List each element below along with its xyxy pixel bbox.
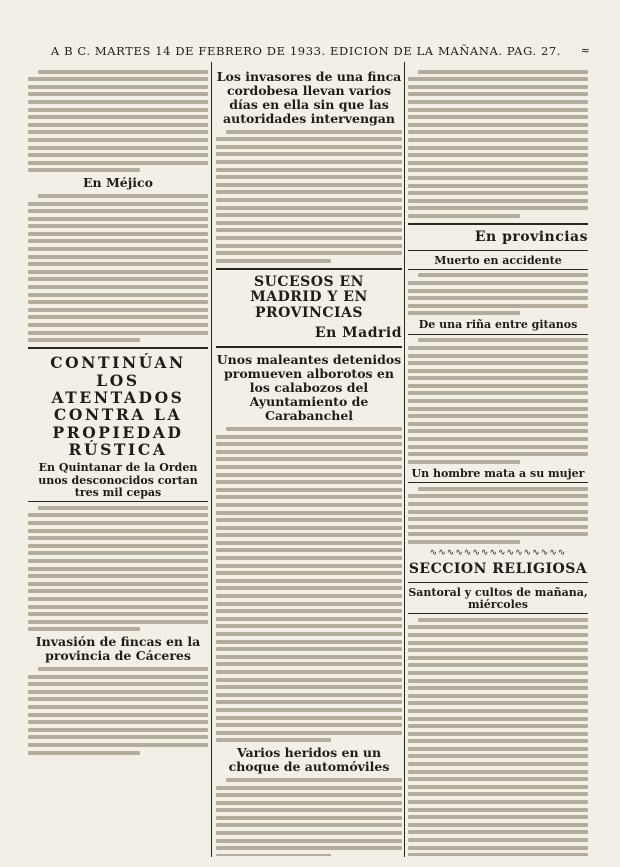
section-rule bbox=[216, 268, 402, 270]
text-line bbox=[408, 376, 588, 380]
text-line bbox=[408, 525, 588, 529]
text-line bbox=[28, 262, 208, 266]
text-line bbox=[418, 338, 588, 342]
text-line bbox=[408, 625, 588, 629]
headline: Invasión de fincas en la provincia de Cáceres bbox=[35, 634, 201, 664]
text-line bbox=[28, 720, 208, 724]
text-line bbox=[408, 153, 588, 157]
ornament-divider: ∿∿∿∿∿∿∿∿∿∿∿∿∿∿∿∿ bbox=[429, 547, 567, 558]
text-line bbox=[28, 232, 208, 236]
text-line bbox=[408, 494, 588, 498]
column-1 bbox=[28, 66, 208, 856]
text-line bbox=[216, 793, 402, 797]
text-line bbox=[216, 839, 402, 843]
article-body bbox=[216, 130, 402, 263]
text-line bbox=[408, 656, 588, 660]
text-line bbox=[408, 732, 588, 736]
text-line bbox=[408, 785, 588, 789]
text-line bbox=[408, 108, 588, 112]
text-line bbox=[408, 641, 588, 645]
text-line bbox=[216, 846, 402, 850]
text-line bbox=[216, 435, 402, 439]
text-line bbox=[418, 487, 588, 491]
text-line bbox=[28, 293, 208, 297]
text-line bbox=[408, 77, 588, 81]
text-line bbox=[216, 670, 402, 674]
text-line bbox=[216, 571, 402, 575]
section-rule bbox=[216, 346, 402, 348]
text-line bbox=[216, 526, 402, 530]
text-line bbox=[216, 609, 402, 613]
text-line bbox=[408, 191, 588, 195]
text-line bbox=[216, 518, 402, 522]
text-line bbox=[408, 168, 588, 172]
text-line bbox=[28, 285, 208, 289]
column-rule bbox=[404, 62, 405, 857]
article-body bbox=[408, 487, 588, 544]
text-line bbox=[28, 582, 208, 586]
text-line bbox=[28, 697, 208, 701]
text-line bbox=[216, 738, 331, 742]
text-line bbox=[216, 503, 402, 507]
text-line bbox=[408, 369, 588, 373]
text-line bbox=[216, 693, 402, 697]
article-body bbox=[28, 70, 208, 173]
text-line bbox=[408, 437, 588, 441]
text-line bbox=[216, 183, 402, 187]
text-line bbox=[408, 206, 588, 210]
section-rule bbox=[408, 582, 588, 583]
text-line bbox=[216, 556, 402, 560]
text-line bbox=[38, 506, 208, 510]
text-line bbox=[28, 743, 208, 747]
text-line bbox=[408, 115, 588, 119]
text-line bbox=[408, 414, 588, 418]
text-line bbox=[28, 153, 208, 157]
text-line bbox=[216, 511, 402, 515]
text-line bbox=[408, 815, 588, 819]
text-line bbox=[408, 100, 588, 104]
text-line bbox=[216, 145, 402, 149]
text-line bbox=[28, 559, 208, 563]
text-line bbox=[216, 678, 402, 682]
text-line bbox=[408, 717, 588, 721]
text-line bbox=[408, 663, 588, 667]
text-line bbox=[216, 716, 402, 720]
text-line bbox=[408, 823, 588, 827]
text-line bbox=[408, 747, 588, 751]
text-line bbox=[28, 138, 208, 142]
text-line bbox=[408, 686, 588, 690]
text-line bbox=[216, 259, 331, 263]
text-line bbox=[28, 300, 208, 304]
text-line bbox=[226, 427, 402, 431]
text-line bbox=[28, 161, 208, 165]
text-line bbox=[216, 198, 402, 202]
text-line bbox=[216, 213, 402, 217]
text-line bbox=[408, 85, 588, 89]
text-line bbox=[216, 685, 402, 689]
text-line bbox=[408, 161, 588, 165]
text-line bbox=[28, 77, 208, 81]
text-line bbox=[408, 214, 520, 218]
text-line bbox=[28, 123, 208, 127]
text-line bbox=[216, 175, 402, 179]
text-line bbox=[408, 460, 520, 464]
text-line bbox=[408, 92, 588, 96]
column-2 bbox=[216, 66, 402, 856]
text-line bbox=[28, 108, 208, 112]
text-line bbox=[28, 277, 208, 281]
text-line bbox=[408, 281, 588, 285]
text-line bbox=[28, 620, 208, 624]
text-line bbox=[216, 602, 402, 606]
text-line bbox=[216, 168, 402, 172]
text-line bbox=[216, 624, 402, 628]
text-line bbox=[408, 762, 588, 766]
headline: En Méjico bbox=[83, 175, 153, 191]
column-3 bbox=[408, 66, 588, 856]
text-line bbox=[28, 168, 140, 172]
headline: Unos maleantes detenidos promueven alborotos en los calabozos del Ayuntamiento de Carabanchel bbox=[216, 352, 402, 424]
text-line bbox=[28, 713, 208, 717]
text-line bbox=[28, 675, 208, 679]
text-line bbox=[28, 255, 208, 259]
text-line bbox=[408, 429, 588, 433]
text-line bbox=[28, 589, 208, 593]
text-line bbox=[28, 115, 208, 119]
article-body bbox=[28, 667, 208, 755]
text-line bbox=[38, 667, 208, 671]
text-line bbox=[408, 184, 588, 188]
text-line bbox=[408, 384, 588, 388]
text-line bbox=[408, 671, 588, 675]
text-line bbox=[408, 838, 588, 842]
text-line bbox=[28, 521, 208, 525]
text-line bbox=[408, 724, 588, 728]
text-line bbox=[28, 331, 208, 335]
article-body bbox=[216, 427, 402, 742]
text-line bbox=[408, 517, 588, 521]
running-head: A B C. MARTES 14 DE FEBRERO DE 1933. EDICION DE LA MAÑANA. PAG. 27. bbox=[50, 44, 562, 58]
text-line bbox=[408, 361, 588, 365]
text-line bbox=[216, 137, 402, 141]
text-line bbox=[38, 70, 208, 74]
text-line bbox=[408, 709, 588, 713]
text-line bbox=[226, 130, 402, 134]
headline: En Madrid bbox=[314, 324, 402, 341]
text-line bbox=[216, 640, 402, 644]
text-line bbox=[28, 130, 208, 134]
headline: CONTINÚAN LOS ATENTADOS CONTRA LA PROPIEDAD RÚSTICA bbox=[50, 353, 186, 459]
text-line bbox=[28, 612, 208, 616]
text-line bbox=[28, 224, 208, 228]
text-line bbox=[216, 450, 402, 454]
text-line bbox=[28, 308, 208, 312]
text-line bbox=[408, 679, 588, 683]
text-line bbox=[216, 495, 402, 499]
text-line bbox=[408, 540, 520, 544]
text-line bbox=[418, 618, 588, 622]
text-line bbox=[216, 731, 402, 735]
text-line bbox=[28, 202, 208, 206]
text-line bbox=[408, 422, 588, 426]
text-line bbox=[408, 399, 588, 403]
headline: Un hombre mata a su mujer bbox=[408, 468, 588, 483]
text-line bbox=[216, 594, 402, 598]
text-line bbox=[418, 273, 588, 277]
text-line bbox=[28, 551, 208, 555]
text-line bbox=[408, 648, 588, 652]
headline: En provincias bbox=[474, 228, 588, 245]
text-line bbox=[408, 311, 520, 315]
section-rule bbox=[408, 250, 588, 251]
text-line bbox=[28, 728, 208, 732]
text-line bbox=[28, 217, 208, 221]
text-line bbox=[216, 488, 402, 492]
text-line bbox=[28, 85, 208, 89]
text-line bbox=[28, 536, 208, 540]
text-line bbox=[216, 801, 402, 805]
text-line bbox=[408, 146, 588, 150]
text-line bbox=[28, 239, 208, 243]
text-line bbox=[28, 735, 208, 739]
text-line bbox=[216, 457, 402, 461]
text-line bbox=[408, 853, 588, 856]
text-line bbox=[216, 160, 402, 164]
headline: SUCESOS EN MADRID Y EN PROVINCIAS bbox=[250, 273, 368, 322]
text-line bbox=[216, 808, 402, 812]
text-line bbox=[28, 92, 208, 96]
text-line bbox=[28, 270, 208, 274]
headline: Santoral y cultos de mañana, miércoles bbox=[408, 587, 588, 615]
text-line bbox=[408, 199, 588, 203]
text-line bbox=[408, 792, 588, 796]
text-line bbox=[28, 597, 208, 601]
text-line bbox=[216, 251, 402, 255]
text-line bbox=[28, 513, 208, 517]
text-line bbox=[28, 627, 140, 631]
headline: SECCION RELIGIOSA bbox=[408, 560, 588, 577]
text-line bbox=[408, 830, 588, 834]
text-line bbox=[28, 100, 208, 104]
headline: De una riña entre gitanos bbox=[408, 319, 588, 334]
text-line bbox=[408, 754, 588, 758]
text-line bbox=[216, 617, 402, 621]
text-line bbox=[216, 632, 402, 636]
text-line bbox=[408, 739, 588, 743]
text-line bbox=[408, 445, 588, 449]
text-line bbox=[28, 605, 208, 609]
text-line bbox=[408, 777, 588, 781]
text-line bbox=[28, 690, 208, 694]
text-line bbox=[408, 694, 588, 698]
text-line bbox=[216, 647, 402, 651]
text-line bbox=[408, 452, 588, 456]
text-line bbox=[216, 823, 402, 827]
text-line bbox=[216, 480, 402, 484]
text-line bbox=[216, 786, 402, 790]
text-line bbox=[28, 529, 208, 533]
article-body bbox=[408, 618, 588, 856]
article-body bbox=[216, 778, 402, 856]
section-rule bbox=[28, 347, 208, 349]
text-line bbox=[408, 391, 588, 395]
text-line bbox=[216, 465, 402, 469]
column-rule bbox=[211, 62, 212, 857]
text-line bbox=[408, 123, 588, 127]
text-line bbox=[408, 808, 588, 812]
text-line bbox=[408, 176, 588, 180]
text-line bbox=[408, 289, 588, 293]
text-line bbox=[28, 315, 208, 319]
article-body bbox=[408, 273, 588, 315]
text-line bbox=[28, 338, 140, 342]
text-line bbox=[28, 705, 208, 709]
text-line bbox=[28, 209, 208, 213]
article-body bbox=[408, 70, 588, 218]
text-line bbox=[28, 567, 208, 571]
text-line bbox=[216, 228, 402, 232]
text-line bbox=[408, 346, 588, 350]
text-line bbox=[216, 854, 331, 856]
text-line bbox=[216, 442, 402, 446]
text-line bbox=[216, 579, 402, 583]
headline: Varios heridos en un choque de automóviles bbox=[228, 745, 390, 775]
text-line bbox=[28, 682, 208, 686]
text-line bbox=[216, 533, 402, 537]
section-rule bbox=[408, 223, 588, 225]
text-line bbox=[408, 407, 588, 411]
page-mark: ≈ bbox=[580, 44, 590, 57]
text-line bbox=[408, 510, 588, 514]
text-line bbox=[216, 473, 402, 477]
text-line bbox=[408, 138, 588, 142]
text-line bbox=[216, 655, 402, 659]
text-line bbox=[408, 502, 588, 506]
text-line bbox=[216, 152, 402, 156]
text-line bbox=[408, 304, 588, 308]
text-line bbox=[216, 564, 402, 568]
text-line bbox=[408, 701, 588, 705]
text-line bbox=[28, 247, 208, 251]
text-line bbox=[418, 70, 588, 74]
text-line bbox=[28, 574, 208, 578]
text-line bbox=[216, 662, 402, 666]
text-line bbox=[216, 236, 402, 240]
text-line bbox=[216, 708, 402, 712]
text-line bbox=[216, 816, 402, 820]
text-line bbox=[38, 194, 208, 198]
text-line bbox=[408, 532, 588, 536]
text-line bbox=[28, 751, 140, 755]
article-body bbox=[28, 506, 208, 632]
text-line bbox=[216, 190, 402, 194]
text-line bbox=[28, 146, 208, 150]
headline: Muerto en accidente bbox=[408, 255, 588, 270]
text-line bbox=[216, 586, 402, 590]
article-body bbox=[408, 338, 588, 464]
text-line bbox=[226, 778, 402, 782]
text-line bbox=[408, 633, 588, 637]
text-line bbox=[216, 541, 402, 545]
article-body bbox=[28, 194, 208, 342]
text-line bbox=[408, 770, 588, 774]
text-line bbox=[216, 700, 402, 704]
text-line bbox=[216, 206, 402, 210]
headline: Los invasores de una finca cordobesa llevan varios días en ella sin que las autoridades intervengan bbox=[216, 69, 402, 126]
text-line bbox=[408, 846, 588, 850]
text-line bbox=[408, 296, 588, 300]
text-line bbox=[216, 221, 402, 225]
text-line bbox=[216, 831, 402, 835]
text-line bbox=[28, 323, 208, 327]
text-line bbox=[28, 544, 208, 548]
text-line bbox=[408, 354, 588, 358]
text-line bbox=[216, 548, 402, 552]
text-line bbox=[216, 244, 402, 248]
text-line bbox=[216, 723, 402, 727]
text-line bbox=[408, 800, 588, 804]
text-line bbox=[408, 130, 588, 134]
headline: En Quintanar de la Orden unos desconocidos cortan tres mil cepas bbox=[28, 462, 208, 502]
